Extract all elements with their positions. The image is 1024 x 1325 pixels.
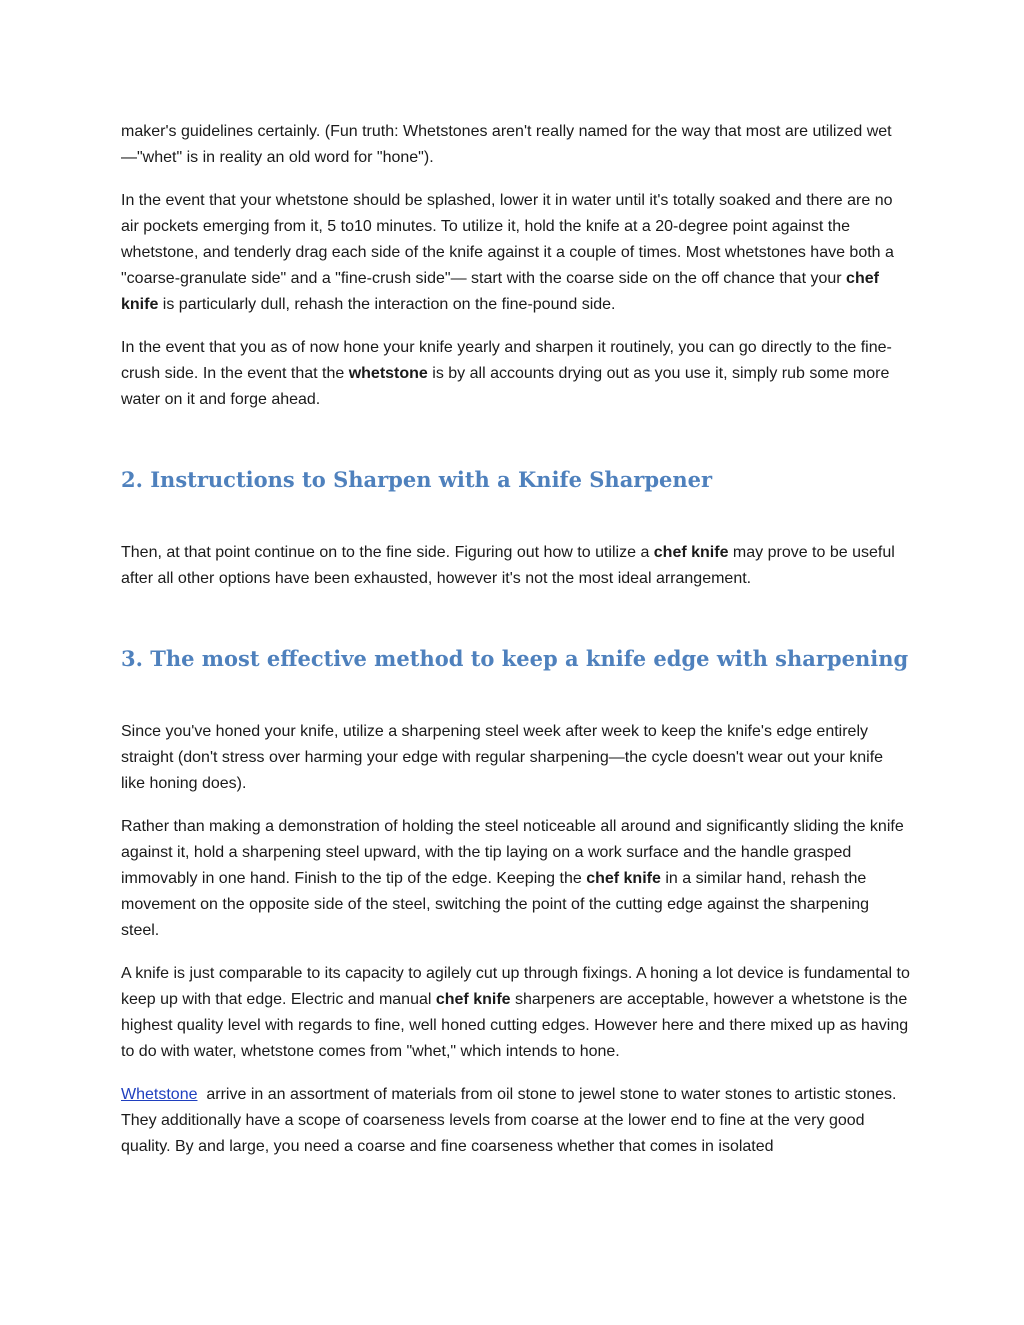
paragraph-text: maker's guidelines certainly. (Fun truth: Whetstones aren't really named for the way that most are utilized wet—"whet" is in reality an old word for "hone").	[121, 123, 892, 166]
paragraph-text: in a similar hand, rehash the movement on the opposite side of the steel, switching the point of the cutting edge against the sharpening steel.	[121, 870, 870, 939]
paragraph-text: arrive in an assortment of materials from oil stone to jewel stone to water stones to artistic stones. They additionally have a scope of coarseness levels from coarse at the lower end to fine at the very good quality. By and large, you need a coarse and fine coarseness whether that comes in isolated	[121, 1086, 901, 1155]
paragraph-text: Since you've honed your knife, utilize a sharpening steel week after week to keep the knife's edge entirely straight (don't stress over harming your edge with regular sharpening—the cycle doesn't wear out your knife like honing does).	[121, 723, 884, 792]
paragraph-text: is particularly dull, rehash the interaction on the fine-pound side.	[158, 296, 616, 313]
paragraph-text: is by all accounts drying out as you use it, simply rub some more water on it and forge ahead.	[121, 365, 890, 408]
paragraph-sharpening-steel	[121, 719, 911, 797]
paragraph-whet-origin	[121, 119, 911, 171]
paragraph-text: sharpeners are acceptable, however a whetstone is the highest quality level with regards to fine, well honed cutting edges. However here and there mixed up as having to do with water, whetstone comes from "whet," which intends to hone.	[121, 991, 909, 1060]
document-page	[121, 119, 911, 1177]
section-heading-knife-sharpener: 2. Instructions to Sharpen with a Knife Sharpener	[121, 467, 713, 492]
paragraph-soaking-whetstone	[121, 188, 911, 318]
paragraph-text: Rather than making a demonstration of holding the steel noticeable all around and significantly sliding the knife against it, hold a sharpening steel upward, with the tip laying on a work surface and the handle grasped immovably in one hand. Finish to the tip of the edge. Keeping the	[121, 818, 904, 887]
paragraph-knife-sharpener	[121, 540, 911, 592]
bold-keyword: chef knife	[121, 270, 879, 313]
paragraph-knife-capacity	[121, 961, 911, 1065]
paragraph-text: A knife is just comparable to its capacity to agilely cut up through fixings. A honing a lot device is fundamental to keep up with that edge. Electric and manual	[121, 965, 910, 1008]
bold-keyword: whetstone	[348, 365, 428, 382]
paragraph-whetstone-materials	[121, 1082, 911, 1160]
bold-keyword: chef knife	[586, 870, 661, 887]
paragraph-text: Then, at that point continue on to the fine side. Figuring out how to utilize a	[121, 544, 654, 561]
paragraph-holding-steel	[121, 814, 911, 944]
paragraph-fine-side	[121, 335, 911, 413]
section-heading-keep-edge: 3. The most effective method to keep a knife edge with sharpening	[121, 646, 909, 671]
paragraph-text: may prove to be useful after all other options have been exhausted, however it's not the most ideal arrangement.	[121, 544, 895, 587]
bold-keyword: chef knife	[435, 991, 511, 1008]
paragraph-text: In the event that your whetstone should be splashed, lower it in water until it's totally soaked and there are no air pockets emerging from it, 5 to10 minutes. To utilize it, hold the knife at a 20-degree point against the whetstone, and tenderly drag each side of the knife against it a couple of times. Most whetstones have both a "coarse-granulate side" and a "fine-crush side"— start with the coarse side on the off chance that your	[121, 192, 894, 287]
whetstone-link[interactable]: Whetstone	[121, 1086, 198, 1103]
paragraph-text: In the event that you as of now hone your knife yearly and sharpen it routinely, you can go directly to the fine-crush side. In the event that the	[121, 339, 892, 382]
bold-keyword: chef knife	[653, 544, 729, 561]
